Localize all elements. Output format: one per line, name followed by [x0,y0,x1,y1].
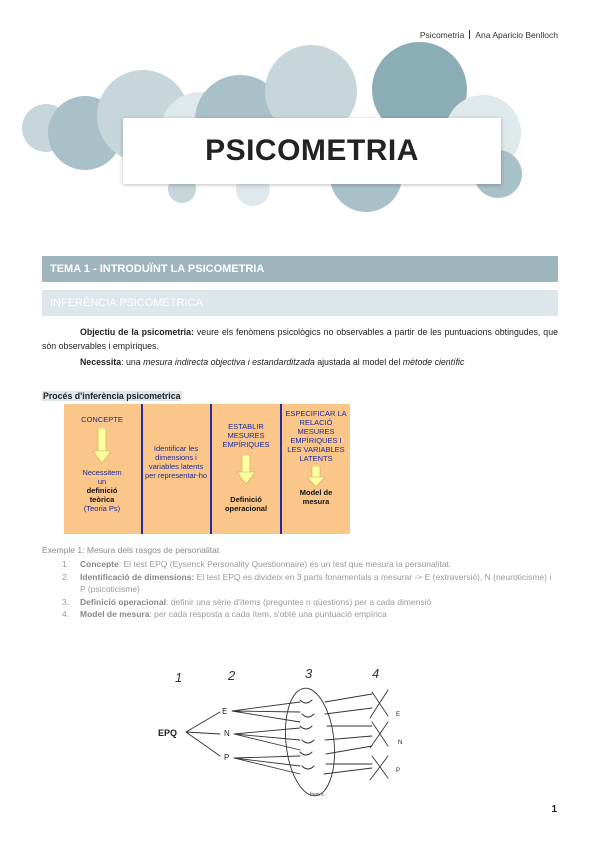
sketch-number: 4 [372,666,380,681]
header-separator [469,30,470,39]
diagram-empirical-bold: Definició operacional [224,495,268,513]
document-title-box [123,118,501,184]
sketch-cross [370,690,388,780]
need-text: ajustada al model del [314,357,403,367]
need-paragraph [42,355,558,369]
list-item-label: Identificació de dimensions: [80,571,195,582]
list-item-text: El test EPQ es divideix en 3 parts fonamentals a mesurar -> E (extraversió), N (neuroticisme) i P (psicoticisme) [80,571,552,594]
section-heading-inferencia: INFERÈNCIA PSICOMETRICA [42,290,558,316]
list-item-number: 2. [62,571,70,582]
sketch-branch [186,712,220,756]
example-list [62,558,558,621]
diagram-divider [210,404,212,534]
diagram-empirical-title: ESTABLIR MESURES EMPÍRIQUES [222,422,270,449]
diagram-concept-text: Necessitem un [82,468,122,486]
sketch-links-out [324,694,372,774]
arrow-down-icon [236,455,256,485]
document-title: PSICOMETRIA [205,134,419,167]
list-item-label: Model de mesura [80,609,150,619]
list-item-text: : El test EPQ (Eysenck Personality Questionnaire) és un test que mesura la personalitat. [118,559,452,569]
running-header [420,30,558,40]
diagram-col-empirical [214,404,278,534]
need-italic: mesura indirecta objectiva i estandarditzada [143,357,315,367]
sketch-number: 1 [175,670,183,685]
sketch-dim-n: N [224,729,230,738]
diagram-dimensions-text: Identificar les dimensions i variables latents per representar-ho [144,444,208,480]
diagram-col-concept [66,404,138,534]
sketch-items-ellipse [280,686,339,798]
list-item [62,608,558,621]
process-heading: Procés d'inferència psicometrica [43,391,181,401]
section-heading-tema: TEMA 1 - INTRODUÏNT LA PSICOMETRIA [42,256,558,282]
list-item [62,596,558,609]
diagram-model-title: ESPECIFICAR LA RELACIÓ MESURES EMPÍRIQUES I LES VARIABLES LATENTS [285,409,347,463]
list-item [62,571,558,596]
need-text: : una [121,357,144,367]
sketch-dim-p: P [224,753,230,762]
sketch-dim-e: E [222,707,228,716]
header-course: Psicometria [419,30,465,40]
list-item-text: : definir una sèrie d'ítems (preguntes o qüestions) per a cada dimensió [165,596,432,607]
list-item-number: 4. [62,609,70,619]
sketch-items-label: Ítem s [310,792,324,798]
need-italic: mètode científic [402,357,465,367]
diagram-col-model [284,404,348,534]
list-item-label: Concepte [80,559,119,569]
objective-text: veure els fenòmens psicològics no observables a partir de les puntuacions obtingudes, que són observables i empíriques. [42,327,558,351]
example-title: Exemple 1: Mesura dels rasgos de personalitat [42,545,220,555]
sketch-items [300,700,314,769]
arrow-down-icon [306,466,326,488]
page-number: 1 [551,804,557,815]
sketch-number: 3 [305,666,313,681]
objective-label: Objectiu de la psicometria: [80,327,194,337]
sketch-out-p: P [396,768,401,774]
list-item [62,558,558,571]
diagram-concept-bold: definició teòrica [86,486,118,504]
diagram-concept-sub: (Teoria Ps) [83,504,121,513]
sketch-number: 2 [228,668,236,683]
sketch-root: EPQ [158,728,178,738]
list-item-label: Definició operacional [80,596,166,607]
sketch-out-n: N [398,740,403,746]
diagram-col-dimensions [144,404,208,534]
need-label: Necessita [80,357,122,367]
diagram-model-bold: Model de mesura [299,488,333,506]
diagram-concept-title: CONCEPTE [81,415,123,424]
diagram-divider [280,404,282,534]
diagram-divider [141,404,143,534]
process-diagram [64,404,350,534]
list-item-number: 3. [62,596,70,607]
header-author: Ana Aparicio Benlloch [475,30,558,40]
list-item-number: 1. [62,559,70,569]
list-item-text: : per cada resposta a cada ítem, s'obté una puntuació empírica [149,609,387,619]
sketch-out-e: E [396,712,401,718]
objective-paragraph [42,325,558,353]
epq-sketch [150,664,430,800]
arrow-down-icon [92,428,112,464]
